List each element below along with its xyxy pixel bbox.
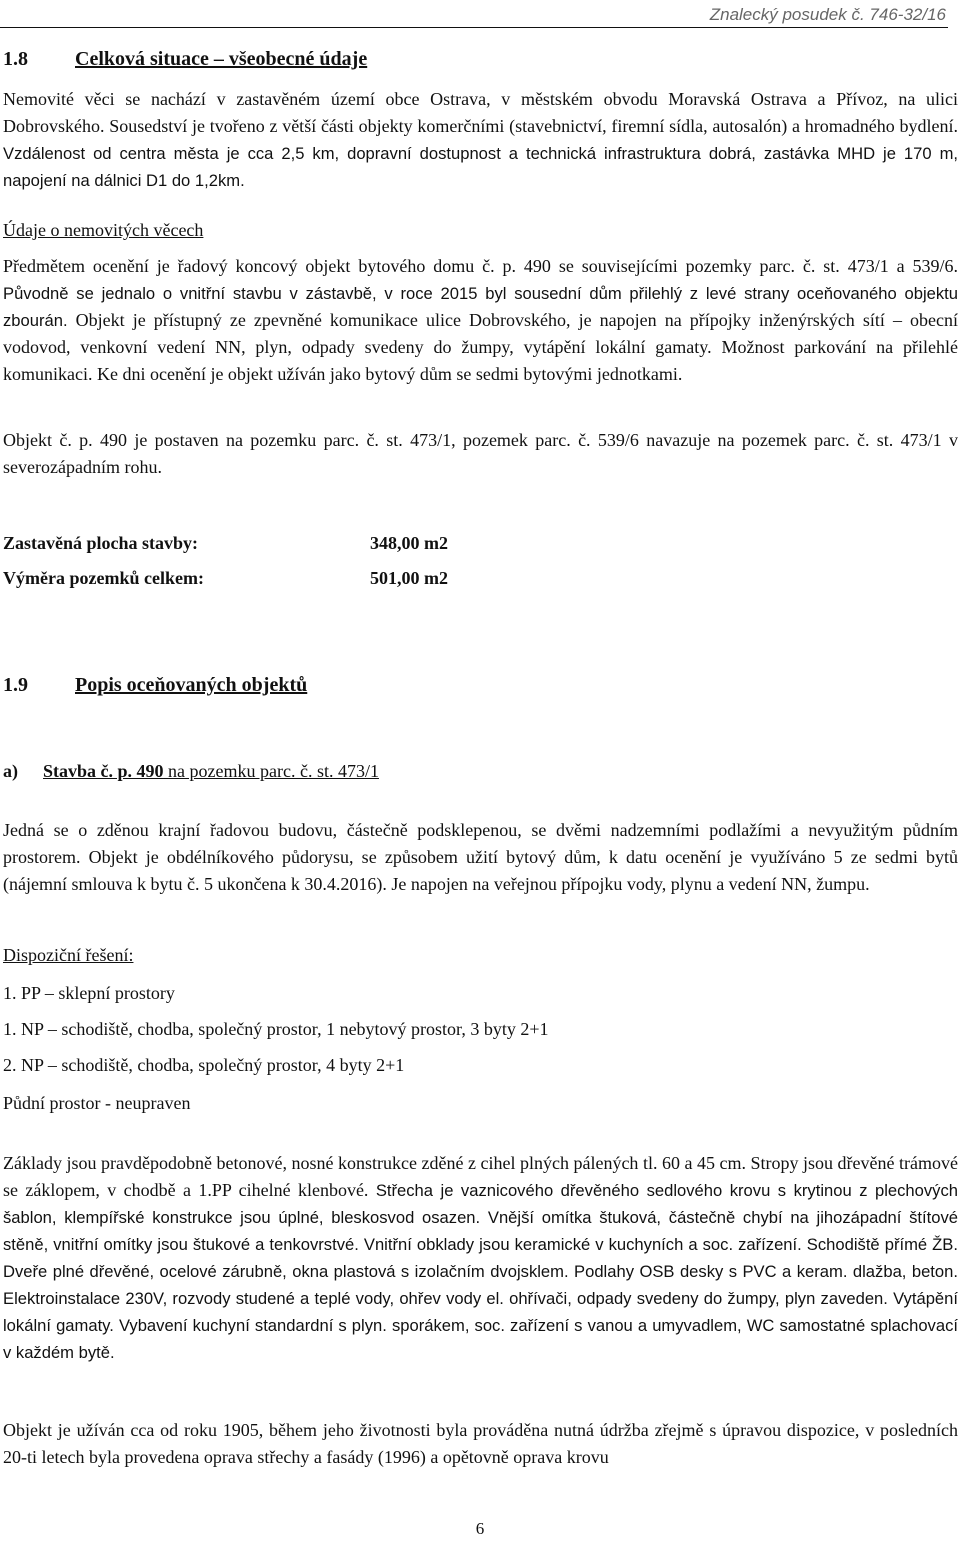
property-paragraph xyxy=(3,253,958,388)
stat-label-land-area: Výměra pozemků celkem: xyxy=(3,568,204,588)
building-description-paragraph: Jedná se o zděnou krajní řadovou budovu, částečně podsklepenou, se dvěmi nadzemními podlažími a nevyužitým půdním prostorem. Objekt je obdélníkového půdorysu, se způsobem užití bytový dům, k datu ocenění je využíváno 5 ze sedmi bytů (nájemní smlouva k bytu č. 5 ukončena k 30.4.2016). Je napojen na veřejnou přípojku vody, plynu a vedení NN, žumpu. xyxy=(3,820,958,894)
location-text-sans: Vzdálenost od centra města je cca 2,5 km, dopravní dostupnost a technická infrastruktura dobrá, zastávka MHD je 170 m, napojení na dálnici D1 do 1,2km. xyxy=(3,144,958,190)
parcel-paragraph: Objekt č. p. 490 je postaven na pozemku parc. č. st. 473/1, pozemek parc. č. 539/6 navazuje na pozemek parc. č. st. 473/1 v severozápadním rohu. xyxy=(3,430,958,477)
section-number: 1.8 xyxy=(3,48,28,70)
section-number: 1.9 xyxy=(3,674,28,696)
stat-value-built-area: 348,00 m2 xyxy=(370,533,448,553)
disposition-line: 1. PP – sklepní prostory xyxy=(3,983,175,1003)
disposition-line: Půdní prostor - neupraven xyxy=(3,1093,191,1113)
section-heading-1-9 xyxy=(3,672,307,699)
property-text-c: Objekt je přístupný ze zpevněné komunikace ulice Dobrovského, je napojen na přípojky inženýrských sítí – obecní vodovod, venkovní vedení NN, plyn, odpady svedeny do žumpy, vytápění lokální gamaty. Možnost parkování na přilehlé komunikaci. Ke dni ocenění je objekt užíván jako bytový dům se sedmi bytovými jednotkami. xyxy=(3,310,959,384)
construction-text-a: Základy jsou pravděpodobně betonové, nosné konstrukce zděné z cihel plných pálených tl. 60 a 45 cm. Stropy jsou dřevěné trámové se záklopem, v chodbě a 1.PP cihelné klenbové. xyxy=(3,1153,958,1200)
disposition-line: 1. NP – schodiště, chodba, společný prostor, 1 nebytový prostor, 3 byty 2+1 xyxy=(3,1019,549,1039)
construction-paragraph xyxy=(3,1150,958,1366)
stat-value-land-area: 501,00 m2 xyxy=(370,568,448,588)
disposition-line: 2. NP – schodiště, chodba, společný prostor, 4 byty 2+1 xyxy=(3,1055,405,1075)
property-text-a: Předmětem ocenění je řadový koncový objekt bytového domu č. p. 490 se souvisejícími pozemky parc. č. st. 473/1 a 539/6. xyxy=(3,256,958,276)
item-location: na pozemku parc. č. st. 473/1 xyxy=(163,761,379,781)
construction-text-b: Střecha je vaznicového dřevěného sedlového krovu s krytinou z plechových šablon, klempířské konstrukce jsou úplné, bleskosvod osazen. Vnější omítka štuková, částečně chybí na jihozápadní štítové stěně, vnitřní omítky jsou štukové a tenkovrstvé. Vnitřní obklady jsou keramické v kuchyních a soc. zařízení. Schodiště přímé ŽB. Dveře plné dřevěné, ocelové zárubně, okna plastová s izolačním dvojsklem. Podlahy OSB desky s PVC a keram. dlažba, beton. Elektroinstalace 230V, rozvody studené a teplé vody, ohřev vody el. ohřívači, odpady svedeny do žumpy, plyn zaveden. Vytápění lokální gamaty. Vybavení kuchyní standardní s plyn. sporákem, soc. zařízení s vanou a umyvadlem, WC samostatné splachovací v každém bytě. xyxy=(3,1181,959,1362)
property-text-b: Původně se jednalo o vnitřní stavbu v zástavbě, v roce 2015 byl sousední dům přilehlý z levé strany oceňovaného objektu zbourán. xyxy=(3,284,958,330)
section-title: Popis oceňovaných objektů xyxy=(75,674,308,696)
usage-paragraph: Objekt je užíván cca od roku 1905, během jeho životnosti byla prováděna nutná údržba zřejmě s úpravou dispozice, v posledních 20-ti letech byla provedena oprava střechy a fasády (1996) a opětovně oprava krovu xyxy=(3,1420,958,1467)
page-number: 6 xyxy=(475,1519,485,1538)
item-marker: a) xyxy=(3,761,18,781)
stat-label-built-area: Zastavěná plocha stavby: xyxy=(3,533,199,553)
document-reference: Znalecký posudek č. 746-32/16 xyxy=(709,5,946,24)
section-heading-1-8 xyxy=(3,46,367,73)
section-title: Celková situace – všeobecné údaje xyxy=(75,48,368,70)
location-paragraph xyxy=(3,86,958,194)
disposition-heading: Dispoziční řešení: xyxy=(3,945,134,965)
location-text-serif: Nemovité věci se nachází v zastavěném území obce Ostrava, v městském obvodu Moravská Ostrava a Přívoz, na ulici Dobrovského. Sousedství je tvořeno z větší části objekty komerčními (stavebnictví, firemní sídla, autosalón) a hromadného bydlení. xyxy=(3,89,958,136)
property-subheading: Údaje o nemovitých věcech xyxy=(3,220,204,240)
item-title: Stavba č. p. 490 xyxy=(43,761,164,781)
building-item-heading xyxy=(3,758,379,785)
header-rule xyxy=(0,27,948,28)
